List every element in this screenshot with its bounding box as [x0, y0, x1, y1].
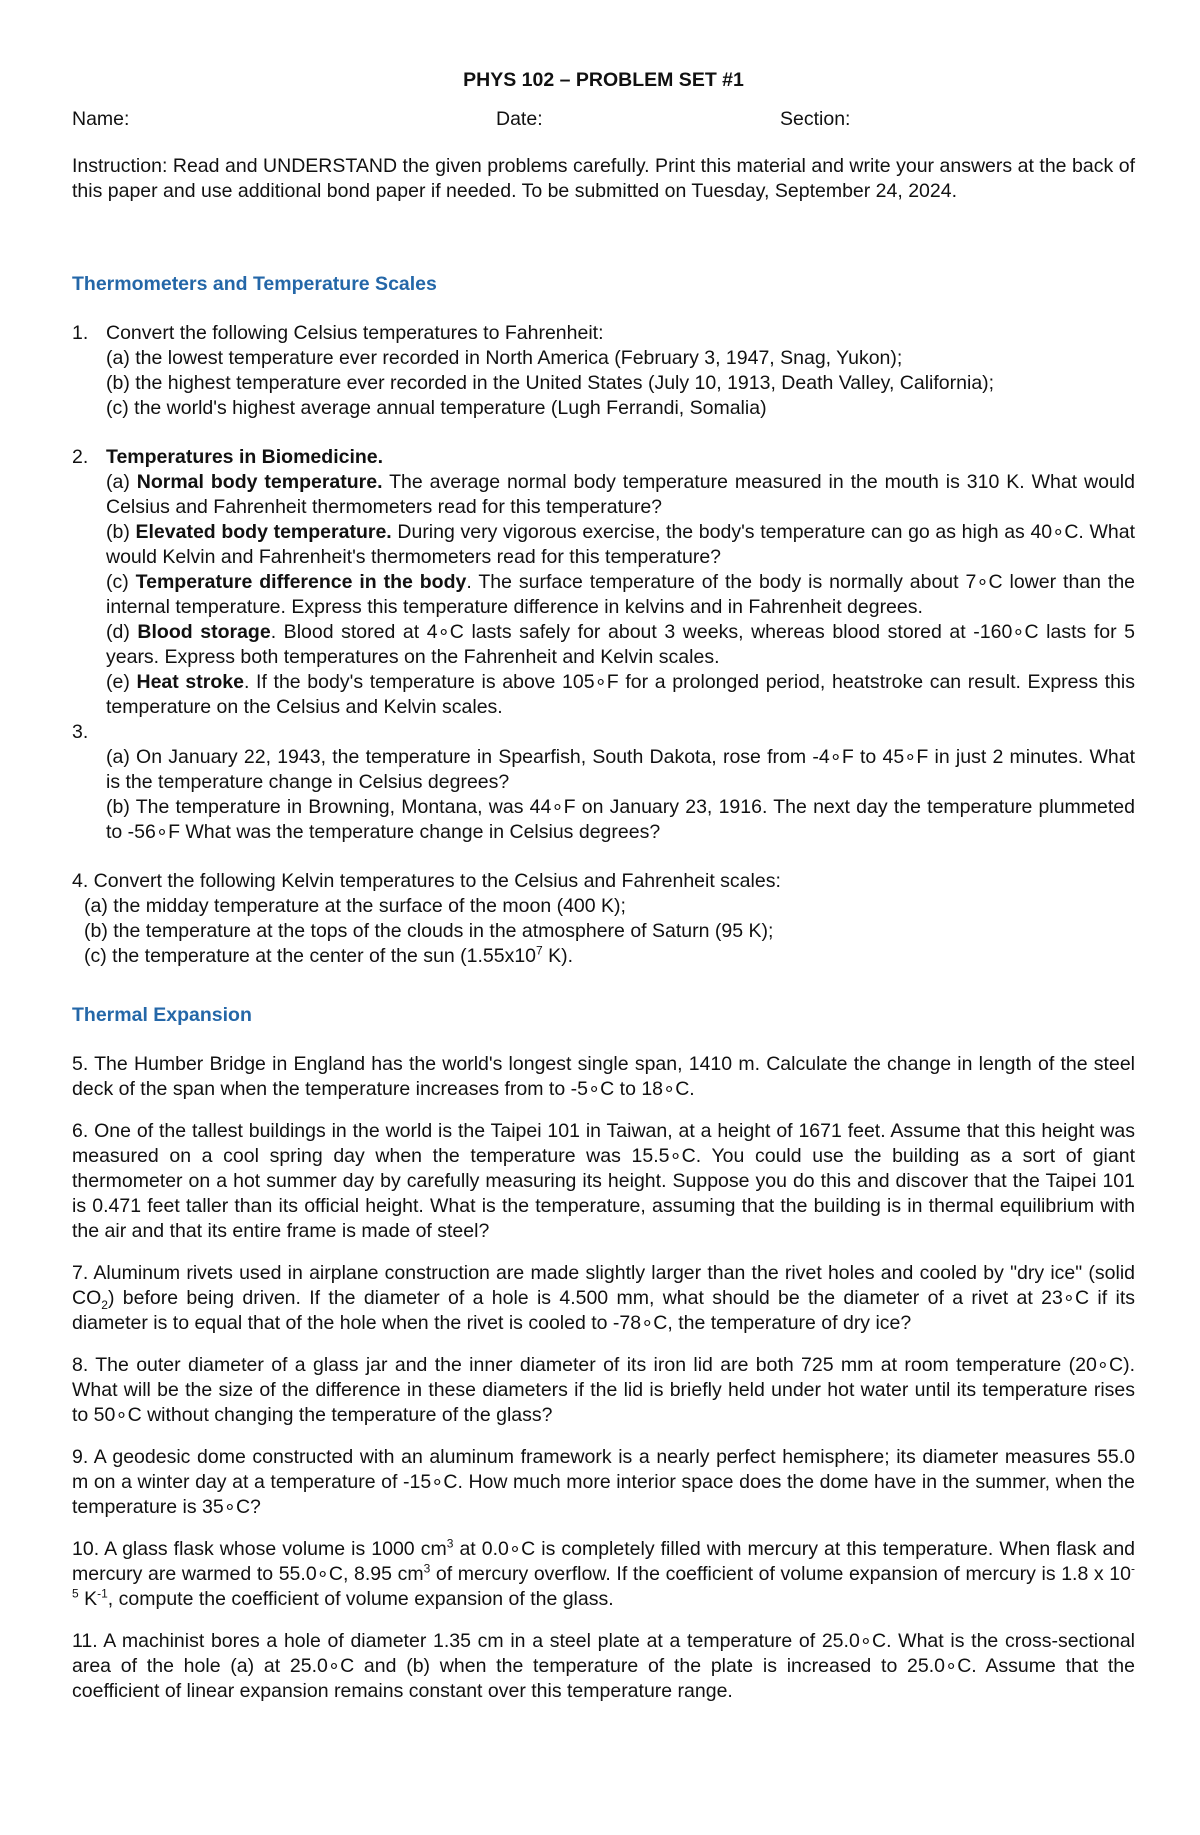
- section-heading-thermal-expansion: Thermal Expansion: [72, 1004, 252, 1026]
- question-2-b: (b) Elevated body temperature. During very vigorous exercise, the body's temperature can go as high as 40∘C. What would Kelvin and Fahrenheit's thermometers read for this temperature?: [106, 521, 1136, 568]
- name-label: Name:: [72, 108, 130, 130]
- question-10: 10. A glass flask whose volume is 1000 $cm^3$ at 0.0∘C is completely filled with mercury at this temperature. When flask and mercury are warmed to 55.0∘C, 8.95 $cm^3$ of mercury overflow. If the coefficient of volume expansion of mercury is 1.8 x $10^{-5}$ $K^{-1}$, compute the coefficient of volume expansion of the glass.: [72, 1536, 1136, 1610]
- question-2-d: (d) Blood storage. Blood stored at 4∘C lasts safely for about 3 weeks, whereas blood stored at -160∘C lasts for 5 years. Express both temperatures on the Fahrenheit and Kelvin scales.: [106, 621, 1136, 668]
- question-number: 3.: [72, 721, 89, 743]
- question-4-c: (c) the temperature at the center of the sun ($1.55x10^7$ K).: [84, 943, 574, 967]
- question-3-a: (a) On January 22, 1943, the temperature in Spearfish, South Dakota, rose from -4∘F to 45∘F in just 2 minutes. What is the temperature change in Celsius degrees?: [106, 746, 1135, 793]
- question-2-title: Temperatures in Biomedicine.: [106, 446, 384, 468]
- question-1-b: (b) the highest temperature ever recorded in the United States (July 10, 1913, Death Valley, California);: [106, 372, 995, 394]
- problem-set-page: [72, 68, 1135, 1721]
- question-number: 2.: [72, 446, 89, 468]
- section-label: Section:: [780, 108, 851, 130]
- question-1-a: (a) the lowest temperature ever recorded in North America (February 3, 1947, Snag, Yukon);: [106, 347, 903, 369]
- question-6: 6. One of the tallest buildings in the world is the Taipei 101 in Taiwan, at a height of 1671 feet. Assume that this height was measured on a cool spring day when the temperature was 15.5∘C. You could use the building as a sort of giant thermometer on a hot summer day by carefully measuring its height. Suppose you do this and discover that the Taipei 101 is 0.471 feet taller than its official height. What is the temperature, assuming that the building is in thermal equilibrium with the air and that its entire frame is made of steel?: [72, 1120, 1135, 1242]
- question-2-a: (a) Normal body temperature. The average normal body temperature measured in the mouth is 310 K. What would Celsius and Fahrenheit thermometers read for this temperature?: [106, 471, 1135, 518]
- question-3-b: (b) The temperature in Browning, Montana, was 44∘F on January 23, 1916. The next day the temperature plummeted to -56∘F What was the temperature change in Celsius degrees?: [106, 796, 1135, 843]
- question-4: [72, 869, 1135, 969]
- question-number: 1.: [72, 322, 89, 344]
- question-2-e: (e) Heat stroke. If the body's temperature is above 105∘F for a prolonged period, heatstroke can result. Express this temperature on the Celsius and Kelvin scales.: [106, 671, 1136, 718]
- question-8: 8. The outer diameter of a glass jar and the inner diameter of its iron lid are both 725 mm at room temperature (20∘C). What will be the size of the difference in these diameters if the lid is briefly held under hot water until its temperature rises to 50∘C without changing the temperature of the glass?: [72, 1354, 1135, 1426]
- instruction-text: Instruction: Read and UNDERSTAND the given problems carefully. Print this material and write your answers at the back of this paper and use additional bond paper if needed. To be submitted on Tuesday, September 24, 2024.: [72, 155, 1135, 202]
- question-4-a: (a) the midday temperature at the surface of the moon (400 K);: [84, 895, 626, 917]
- student-info-row: [72, 107, 1135, 132]
- question-1-intro: Convert the following Celsius temperatures to Fahrenheit:: [106, 322, 604, 344]
- question-5: 5. The Humber Bridge in England has the world's longest single span, 1410 m. Calculate the change in length of the steel deck of the span when the temperature increases from to -5∘C to 18∘C.: [72, 1053, 1135, 1100]
- question-4-intro: 4. Convert the following Kelvin temperatures to the Celsius and Fahrenheit scales:: [72, 870, 781, 892]
- question-4-b: (b) the temperature at the tops of the clouds in the atmosphere of Saturn (95 K);: [84, 920, 774, 942]
- section-heading-temperature: Thermometers and Temperature Scales: [72, 273, 437, 295]
- question-2: [72, 445, 1135, 720]
- question-9: 9. A geodesic dome constructed with an aluminum framework is a nearly perfect hemisphere; its diameter measures 55.0 m on a winter day at a temperature of -15∘C. How much more interior space does the dome have in the summer, when the temperature is 35∘C?: [72, 1446, 1135, 1518]
- date-label: Date:: [496, 108, 543, 130]
- question-1: [72, 321, 1135, 421]
- question-7: 7. Aluminum rivets used in airplane construction are made slightly larger than the rivet holes and cooled by "dry ice" (solid $CO_2$) before being driven. If the diameter of a hole is 4.500 mm, what should be the diameter of a rivet at 23∘C if its diameter is to equal that of the hole when the rivet is cooled to -78∘C, the temperature of dry ice?: [72, 1262, 1135, 1334]
- question-3: [72, 720, 1135, 845]
- question-11: 11. A machinist bores a hole of diameter 1.35 cm in a steel plate at a temperature of 25.0∘C. What is the cross-sectional area of the hole (a) at 25.0∘C and (b) when the temperature of the plate is increased to 25.0∘C. Assume that the coefficient of linear expansion remains constant over this temperature range.: [72, 1630, 1135, 1702]
- page-title: PHYS 102 – PROBLEM SET #1: [463, 69, 744, 91]
- question-1-c: (c) the world's highest average annual temperature (Lugh Ferrandi, Somalia): [106, 397, 767, 419]
- question-2-c: (c) Temperature difference in the body. The surface temperature of the body is normally about 7∘C lower than the internal temperature. Express this temperature difference in kelvins and in Fahrenheit degrees.: [106, 571, 1136, 618]
